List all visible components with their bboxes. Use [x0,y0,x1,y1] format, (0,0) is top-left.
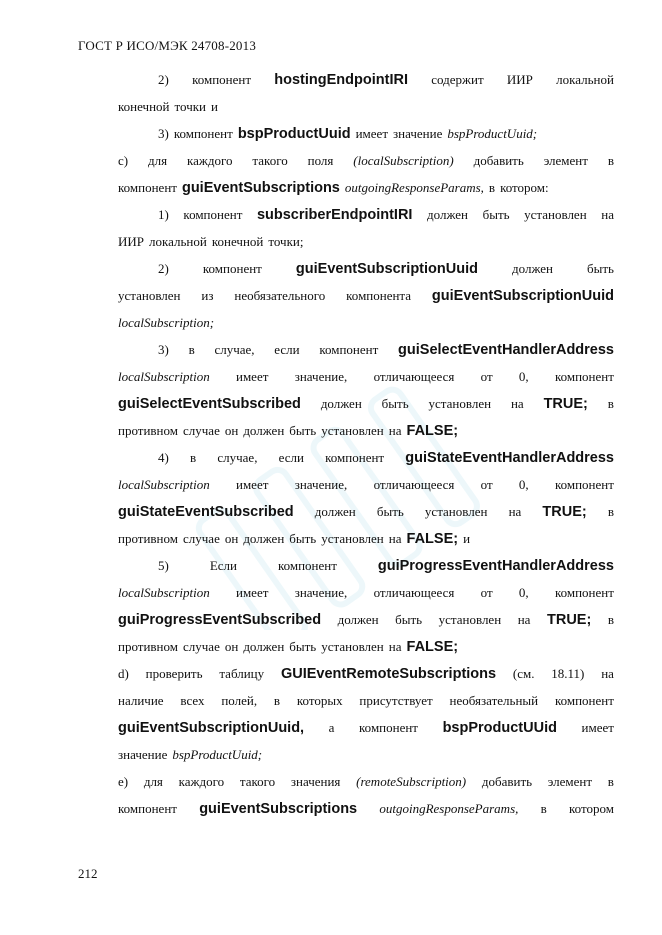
word: компонент [183,207,243,222]
word: для [148,153,168,168]
word: установлен [424,504,488,519]
text-line [118,363,614,390]
word: случае [183,639,220,654]
text-line [118,687,614,714]
word: таблицу [219,666,265,681]
word: конечной [211,234,264,249]
word: значение, [294,585,348,600]
word: ИИР [118,234,145,249]
word: быть [289,531,317,546]
word: если [274,342,300,357]
word: случае, [217,450,258,465]
word: компонент [325,450,385,465]
word: быть [289,639,317,654]
word: противном [118,423,178,438]
word: необязательного [234,288,326,303]
word: в [607,504,614,519]
word: в [273,693,281,708]
word: установлен [118,288,181,303]
word: 3) [158,126,169,141]
word: компонент [173,126,233,141]
word: имеет [236,585,269,600]
word: быть [289,423,317,438]
word: компонент [319,342,379,357]
word: если [278,450,304,465]
word: быть [376,504,404,519]
word: на [388,639,402,654]
word: c) [118,153,129,168]
word: должен [243,531,285,546]
page-number: 212 [78,866,98,881]
word: установлен [321,639,384,654]
text-line [118,471,614,498]
word: 5) [158,558,169,573]
word: необязательный [449,693,539,708]
code-term: FALSE; [406,531,459,547]
code-term: hostingEndpointIRI [274,72,408,88]
word: всех [180,693,205,708]
word: установлен [321,531,384,546]
text-line [118,120,614,147]
word: компонента [346,288,412,303]
word: компонент [359,720,418,735]
word: e) [118,774,129,789]
word: значение, [294,477,348,492]
word: наличие [118,693,164,708]
word: на [517,612,531,627]
text-line [118,336,614,363]
word: 2) [158,261,169,276]
word: должен [512,261,553,276]
word: Если [209,558,237,573]
text-line [118,606,614,633]
text-line [118,552,614,579]
italic-term: localSubscription; [118,315,215,330]
word: 0, [518,477,529,492]
code-term: FALSE; [406,423,459,439]
word: должен [337,612,379,627]
code-term: guiEventSubscriptionUuid, [118,720,305,736]
word: противном [118,639,178,654]
code-term: guiEventSubscriptions [181,180,340,196]
word: случае, [214,342,255,357]
word: в [190,450,197,465]
code-term: guiStateEventHandlerAddress [405,450,614,466]
word: значения [290,774,341,789]
italic-term: (localSubscription) [353,153,454,168]
word: точки [174,99,206,114]
text-line [118,93,614,120]
word: компонент [277,558,337,573]
word: быть [395,612,423,627]
text-line [118,201,614,228]
word: он [224,639,239,654]
word: значение, [294,369,348,384]
word: должен [314,504,356,519]
code-term: bspProductUUid [442,720,557,736]
word: локальной [149,234,207,249]
text-line [118,255,614,282]
word: присутствует [359,693,433,708]
word: имеет [236,477,269,492]
italic-term: outgoingResponseParams, [379,801,519,816]
word: в [488,180,496,195]
word: такого [252,153,288,168]
code-term: guiSelectEventHandlerAddress [398,342,614,358]
word: 0, [518,585,529,600]
code-term: subscriberEndpointIRI [256,207,413,223]
word: элемент [543,153,588,168]
word: d) [118,666,129,681]
code-term: guiStateEventSubscribed [118,504,294,520]
word: 4) [158,450,169,465]
word: случае [183,531,220,546]
word: противном [118,531,178,546]
text-line [118,660,614,687]
word: добавить [473,153,524,168]
word: и [463,531,471,546]
word: компонент [554,693,614,708]
word: конечной [118,99,170,114]
word: он [224,423,239,438]
word: из [201,288,214,303]
code-term: guiProgressEventHandlerAddress [377,558,614,574]
italic-term: outgoingResponseParams, [344,180,484,195]
text-line [118,174,614,201]
word: быть [482,207,510,222]
word: поля [307,153,334,168]
word: отличающееся [373,369,455,384]
word: 0, [518,369,529,384]
text-line [118,390,614,417]
italic-term: localSubscription [118,477,210,492]
word: 2) [158,72,169,87]
word: в [607,612,614,627]
text-line [118,633,614,660]
word: (см. [512,666,535,681]
word: компонент [202,261,262,276]
text-line [118,282,614,309]
word: котором: [500,180,549,195]
word: случае [183,423,220,438]
code-term: guiEventSubscriptions [199,801,358,817]
word: должен [243,423,285,438]
word: проверить [145,666,203,681]
word: на [601,666,614,681]
word: компонент [554,585,614,600]
word: компонент [192,72,252,87]
word: точки; [268,234,304,249]
word: должен [243,639,285,654]
text-line [118,444,614,471]
text-line [118,66,614,93]
code-term: guiEventSubscriptionUuid [295,261,478,277]
word: содержит [431,72,484,87]
italic-term: bspProductUuid; [172,747,263,762]
word: компонент [554,477,614,492]
word: быть [381,396,409,411]
word: компонент [554,369,614,384]
text-line [118,579,614,606]
word: в [607,774,614,789]
word: которых [296,693,343,708]
word: отличающееся [373,585,455,600]
word: и [211,99,218,114]
word: 18.11) [551,666,585,681]
word: значение [118,747,168,762]
text-line [118,714,614,741]
word: от [480,477,493,492]
word: он [224,531,239,546]
word: ИИР [506,72,533,87]
italic-term: (remoteSubscription) [356,774,467,789]
word: на [510,396,524,411]
word: элемент [547,774,593,789]
word: полей, [221,693,258,708]
text-line [118,498,614,525]
code-term: bspProductUuid [237,126,351,142]
text-line [118,228,614,255]
text-line [118,768,614,795]
word: каждого [187,153,233,168]
italic-term: bspProductUuid; [447,126,538,141]
word: 3) [158,342,169,357]
italic-term: localSubscription [118,585,210,600]
word: отличающееся [373,477,455,492]
word: а [328,720,335,735]
word: компонент [118,180,177,195]
word: имеет [355,126,388,141]
word: установлен [524,207,587,222]
word: установлен [321,423,384,438]
word: должен [427,207,469,222]
word: должен [320,396,362,411]
word: значение [393,126,443,141]
word: имеет [581,720,614,735]
text-line [118,795,614,822]
code-term: FALSE; [406,639,459,655]
code-term: guiEventSubscriptionUuid [431,288,614,304]
code-term: TRUE; [547,612,592,628]
word: локальной [556,72,614,87]
code-term: guiSelectEventSubscribed [118,396,301,412]
word: каждого [178,774,225,789]
word: в [607,153,614,168]
word: в [540,801,547,816]
word: для [143,774,163,789]
word: на [388,423,402,438]
code-term: TRUE; [543,396,588,412]
text-line [118,417,614,444]
text-line [118,309,614,336]
word: установлен [428,396,492,411]
code-term: GUIEventRemoteSubscriptions [280,666,497,682]
word: на [508,504,522,519]
word: на [388,531,402,546]
word: быть [587,261,614,276]
word: такого [239,774,276,789]
code-term: guiProgressEventSubscribed [118,612,322,628]
word: в [607,396,614,411]
document-body [118,66,614,822]
word: 1) [158,207,169,222]
text-line [118,741,614,768]
word: от [480,585,493,600]
text-line [118,525,614,552]
code-term: TRUE; [542,504,587,520]
word: установлен [438,612,502,627]
word: от [480,369,493,384]
word: имеет [236,369,269,384]
word: котором [569,801,614,816]
page-header: ГОСТ Р ИСО/МЭК 24708-2013 [78,38,257,53]
text-line [118,147,614,174]
word: добавить [481,774,533,789]
word: в [188,342,195,357]
word: компонент [118,801,177,816]
italic-term: localSubscription [118,369,210,384]
word: на [601,207,614,222]
